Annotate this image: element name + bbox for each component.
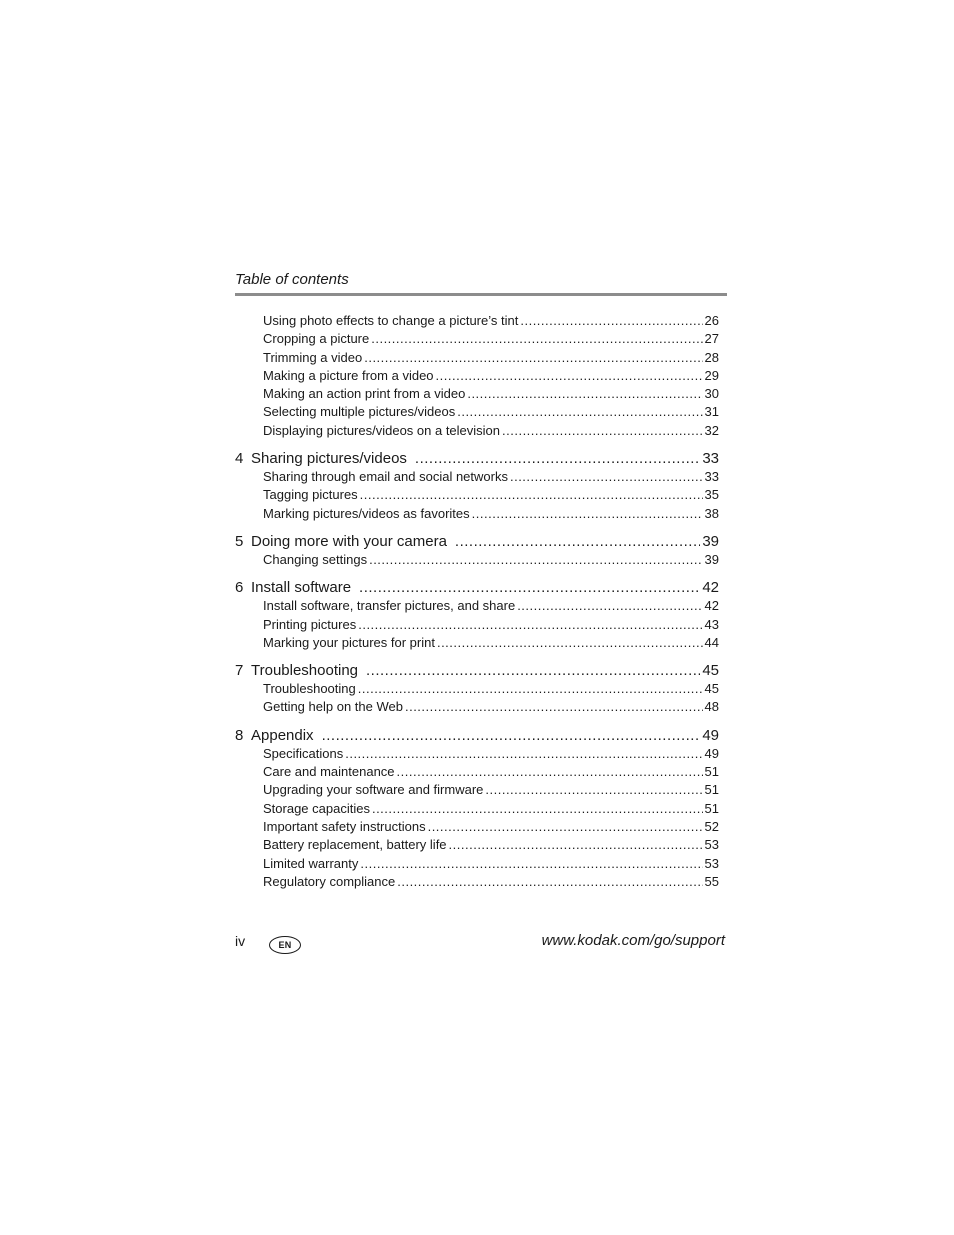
toc-chapter-number: 5 bbox=[235, 532, 244, 550]
toc-entry-label: Marking pictures/videos as favorites bbox=[263, 505, 470, 521]
dot-leader bbox=[455, 533, 700, 551]
toc-chapter bbox=[235, 662, 719, 717]
toc-entry-page: 51 bbox=[704, 782, 719, 798]
dot-leader bbox=[428, 818, 703, 836]
dot-leader bbox=[405, 698, 703, 716]
dot-leader bbox=[449, 836, 703, 854]
dot-leader bbox=[366, 662, 700, 680]
toc-entry[interactable] bbox=[235, 330, 719, 348]
dot-leader bbox=[517, 597, 702, 615]
toc-entry[interactable] bbox=[235, 763, 719, 781]
toc-entry-label: Important safety instructions bbox=[263, 818, 426, 834]
support-url-link[interactable]: www.kodak.com/go/support bbox=[541, 932, 725, 949]
toc-entry-label: Getting help on the Web bbox=[263, 699, 403, 715]
toc-entry-label: Limited warranty bbox=[263, 855, 359, 871]
toc-chapter-page: 49 bbox=[702, 726, 719, 744]
toc-entry[interactable] bbox=[235, 312, 719, 330]
toc-entry[interactable] bbox=[235, 551, 719, 569]
toc-entry[interactable] bbox=[235, 385, 719, 403]
toc-chapter-heading[interactable] bbox=[235, 727, 719, 745]
dot-leader bbox=[467, 385, 702, 403]
toc-entry-label: Trimming a video bbox=[263, 349, 363, 365]
dot-leader bbox=[369, 551, 702, 569]
toc-chapter-page: 33 bbox=[702, 450, 719, 468]
toc-entry-label: Regulatory compliance bbox=[263, 873, 396, 889]
toc-entry[interactable] bbox=[235, 505, 719, 523]
toc-entry-label: Selecting multiple pictures/videos bbox=[263, 404, 456, 420]
dot-leader bbox=[322, 727, 701, 745]
toc-entry[interactable] bbox=[235, 680, 719, 698]
toc-chapter-heading[interactable] bbox=[235, 450, 719, 468]
toc-chapter-number: 4 bbox=[235, 450, 244, 468]
toc-chapter-heading[interactable] bbox=[235, 533, 719, 551]
toc-chapter-number: 7 bbox=[235, 662, 244, 680]
toc-entry-page: 55 bbox=[704, 873, 719, 889]
dot-leader bbox=[436, 367, 703, 385]
toc-chapter-page: 42 bbox=[702, 579, 719, 597]
dot-leader bbox=[457, 403, 702, 421]
toc-chapter bbox=[235, 312, 719, 440]
dot-leader bbox=[372, 800, 703, 818]
dot-leader bbox=[358, 616, 702, 634]
toc-entry-page: 26 bbox=[704, 313, 719, 328]
toc-chapter-number: 8 bbox=[235, 726, 244, 744]
toc-entry[interactable] bbox=[235, 422, 719, 440]
toc-chapter bbox=[235, 727, 719, 891]
toc-entry-page: 53 bbox=[704, 855, 719, 871]
toc-entry-page: 35 bbox=[704, 487, 719, 503]
toc-entry-page: 32 bbox=[704, 422, 719, 438]
toc-entry-label: Changing settings bbox=[263, 551, 368, 567]
toc-entry[interactable] bbox=[235, 486, 719, 504]
toc-entry-page: 45 bbox=[704, 681, 719, 697]
toc-entry-page: 43 bbox=[704, 616, 719, 632]
toc-entry[interactable] bbox=[235, 403, 719, 421]
toc-entry-page: 44 bbox=[704, 634, 719, 650]
dot-leader bbox=[520, 312, 702, 330]
page-footer bbox=[235, 930, 725, 956]
page-header bbox=[235, 270, 727, 296]
dot-leader bbox=[415, 450, 700, 468]
toc-chapter-title: Doing more with your camera bbox=[251, 532, 447, 550]
dot-leader bbox=[358, 680, 703, 698]
toc-entry[interactable] bbox=[235, 634, 719, 652]
dot-leader bbox=[510, 468, 703, 486]
toc-entry-label: Making an action print from a video bbox=[263, 386, 466, 402]
toc-entry-label: Displaying pictures/videos on a television bbox=[263, 422, 501, 438]
language-badge-icon: EN bbox=[269, 936, 301, 954]
dot-leader bbox=[502, 422, 703, 440]
toc-entry-label: Printing pictures bbox=[263, 616, 357, 632]
toc-entry-label: Tagging pictures bbox=[263, 487, 358, 503]
toc-entry[interactable] bbox=[235, 745, 719, 763]
toc-entry-label: Sharing through email and social networks bbox=[263, 469, 508, 485]
toc-chapter-title: Appendix bbox=[251, 726, 314, 744]
toc-chapter-number: 6 bbox=[235, 579, 244, 597]
toc-entry-label: Storage capacities bbox=[263, 800, 370, 816]
toc-entry[interactable] bbox=[235, 836, 719, 854]
dot-leader bbox=[345, 745, 702, 763]
toc-entry-page: 49 bbox=[704, 745, 719, 761]
toc-entry-page: 52 bbox=[704, 818, 719, 834]
header-rule bbox=[235, 293, 727, 296]
toc-entry[interactable] bbox=[235, 367, 719, 385]
toc-entry-label: Making a picture from a video bbox=[263, 367, 434, 383]
toc-chapter-title: Troubleshooting bbox=[251, 662, 359, 680]
toc-chapter-page: 39 bbox=[702, 532, 719, 550]
toc-chapter-heading[interactable] bbox=[235, 579, 719, 597]
toc-chapter-page: 45 bbox=[702, 662, 719, 680]
toc-entry[interactable] bbox=[235, 597, 719, 615]
toc-entry-page: 53 bbox=[704, 837, 719, 853]
toc-entry-page: 31 bbox=[704, 404, 719, 420]
toc-entry[interactable] bbox=[235, 781, 719, 799]
dot-leader bbox=[364, 349, 702, 367]
toc-entry[interactable] bbox=[235, 818, 719, 836]
dot-leader bbox=[437, 634, 703, 652]
toc-entry-label: Upgrading your software and firmware bbox=[263, 782, 484, 798]
toc-chapter-heading[interactable] bbox=[235, 662, 719, 680]
toc-chapter bbox=[235, 579, 719, 652]
toc-entry-label: Cropping a picture bbox=[263, 331, 370, 347]
dot-leader bbox=[371, 330, 702, 348]
dot-leader bbox=[472, 505, 703, 523]
toc-entry[interactable] bbox=[235, 873, 719, 891]
toc-entry-label: Install software, transfer pictures, and share bbox=[263, 598, 516, 614]
toc-entry[interactable] bbox=[235, 800, 719, 818]
toc-chapter-title: Install software bbox=[251, 579, 352, 597]
table-of-contents bbox=[235, 312, 719, 901]
toc-entry-page: 42 bbox=[704, 598, 719, 614]
toc-entry-page: 33 bbox=[704, 469, 719, 485]
toc-entry-page: 28 bbox=[704, 349, 719, 365]
toc-entry-page: 51 bbox=[704, 764, 719, 780]
dot-leader bbox=[360, 486, 703, 504]
toc-entry-label: Marking your pictures for print bbox=[263, 634, 435, 650]
toc-entry-page: 39 bbox=[704, 551, 719, 567]
dot-leader bbox=[359, 579, 700, 597]
dot-leader bbox=[360, 855, 702, 873]
toc-entry-page: 38 bbox=[704, 505, 719, 521]
toc-entry[interactable] bbox=[235, 855, 719, 873]
toc-entry[interactable] bbox=[235, 616, 719, 634]
toc-entry-page: 48 bbox=[704, 699, 719, 715]
page-header-title: Table of contents bbox=[235, 271, 349, 288]
toc-entry-page: 30 bbox=[704, 386, 719, 402]
toc-entry-page: 27 bbox=[704, 331, 719, 347]
toc-entry-label: Specifications bbox=[263, 745, 344, 761]
footer-page-number: iv bbox=[235, 933, 246, 949]
toc-chapter bbox=[235, 533, 719, 569]
toc-entry-label: Battery replacement, battery life bbox=[263, 837, 447, 853]
toc-entry[interactable] bbox=[235, 698, 719, 716]
toc-entry-label: Care and maintenance bbox=[263, 764, 395, 780]
toc-entry-page: 51 bbox=[704, 800, 719, 816]
dot-leader bbox=[397, 763, 703, 781]
toc-entry-label: Using photo effects to change a picture’s tint bbox=[263, 313, 519, 328]
toc-entry-label: Troubleshooting bbox=[263, 681, 356, 697]
toc-entry[interactable] bbox=[235, 349, 719, 367]
dot-leader bbox=[485, 781, 702, 799]
toc-entry[interactable] bbox=[235, 468, 719, 486]
dot-leader bbox=[397, 873, 702, 891]
toc-chapter-title: Sharing pictures/videos bbox=[251, 450, 407, 468]
toc-entry-page: 29 bbox=[704, 367, 719, 383]
toc-chapter bbox=[235, 450, 719, 523]
